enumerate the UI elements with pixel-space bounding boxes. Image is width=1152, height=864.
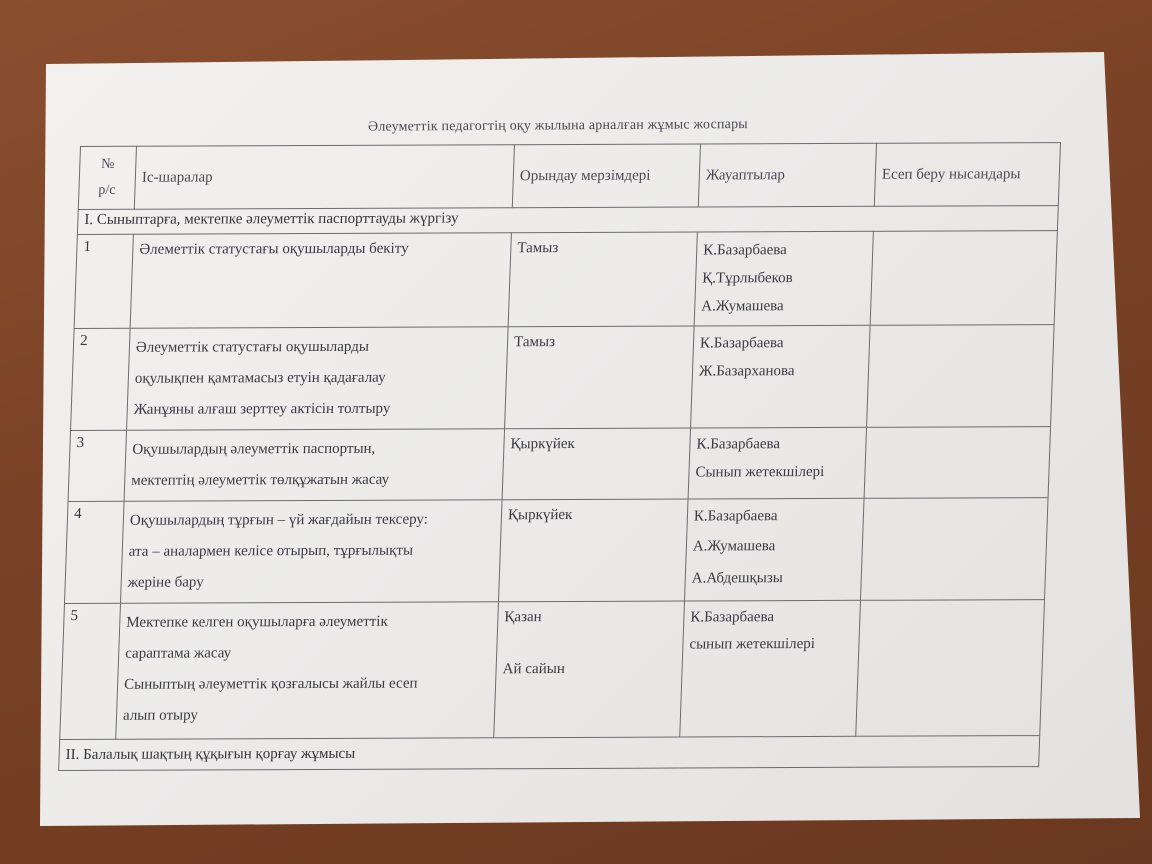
- deadline-line: Қыркүйек: [507, 506, 573, 524]
- activity-cell: [130, 233, 511, 329]
- responsible-cell: [694, 231, 873, 326]
- deadline-line: Тамыз: [513, 334, 556, 351]
- deadline-line: Қазан: [504, 609, 543, 626]
- deadline-cell: [508, 232, 697, 327]
- section-1-title: І. Сыныптарға, мектепке әлеуметтік паспорттауды жүргізу: [77, 206, 1058, 235]
- responsible-line: К.Базарбаева: [702, 242, 788, 259]
- header-number-symbol: №: [100, 156, 115, 172]
- row-number: 5: [60, 603, 121, 739]
- report-cell: [864, 427, 1050, 499]
- header-report: Есеп беру нысандары: [874, 143, 1060, 207]
- deadline-cell: [498, 499, 688, 602]
- section-row-1: [77, 206, 1058, 235]
- table-row: [64, 498, 1048, 604]
- activity-line: Жанұяны алғаш зерттеу актісін толтыру: [133, 400, 391, 418]
- plan-table: [58, 142, 1061, 771]
- header-responsible: Жауаптылар: [698, 143, 876, 207]
- activity-cell: [127, 327, 509, 431]
- responsible-line: К.Базарбаева: [699, 335, 784, 352]
- table-row: [60, 600, 1045, 740]
- responsible-cell: [691, 325, 871, 428]
- header-deadline: Орындау мерзімдері: [512, 144, 700, 208]
- deadline-line: Қыркүйек: [510, 435, 576, 453]
- deadline-cell: [502, 428, 690, 500]
- responsible-cell: [684, 498, 864, 601]
- row-number: 1: [74, 234, 133, 328]
- responsible-line: К.Базарбаева: [693, 508, 778, 525]
- responsible-line: Қ.Тұрлыбеков: [701, 270, 794, 287]
- activity-line: алып отыру: [122, 707, 199, 724]
- activity-line: мектептің әлеуметтік төлқұжатын жасау: [130, 471, 390, 489]
- table-row: [71, 325, 1055, 431]
- section-row-2: [59, 736, 1040, 771]
- row-number: 4: [64, 501, 124, 603]
- header-row: [78, 143, 1060, 210]
- activity-line: ата – аналармен келісе отырып, тұрғылықты: [128, 542, 414, 560]
- table-row: [68, 427, 1050, 502]
- document-title: Әлеуметтік педагогтің оқу жылына арналған жұмыс жоспары: [367, 117, 748, 135]
- activity-line: Оқушылардың тұрғын – үй жағдайын тексеру:: [129, 511, 429, 529]
- responsible-line: А.Жумашева: [692, 538, 776, 555]
- report-cell: [860, 498, 1048, 601]
- activity-line: сараптама жасау: [124, 645, 232, 662]
- activity-line: Әлеметтік статустағы оқушыларды бекіту: [139, 240, 409, 258]
- responsible-cell: [680, 600, 861, 737]
- responsible-line: сынып жетекшілері: [689, 635, 816, 653]
- activity-cell: [120, 500, 502, 604]
- responsible-line: Сынып жетекшілері: [695, 463, 825, 481]
- activity-line: Оқушылардың әлеуметтік паспортын,: [132, 440, 376, 458]
- activity-cell: [116, 602, 499, 740]
- responsible-line: Ж.Базарханова: [698, 363, 795, 380]
- report-cell: [870, 231, 1057, 326]
- header-number: [78, 146, 136, 209]
- report-cell: [867, 325, 1055, 428]
- responsible-line: К.Базарбаева: [690, 609, 775, 626]
- activity-line: жеріне бару: [127, 574, 205, 591]
- responsible-line: А.Жумашева: [701, 298, 784, 315]
- responsible-cell: [688, 427, 866, 499]
- responsible-line: А.Абдешқызы: [691, 570, 784, 587]
- row-number: 2: [71, 328, 131, 430]
- deadline-line: Ай сайын: [502, 660, 566, 678]
- spacer: [503, 628, 677, 659]
- report-cell: [856, 600, 1045, 737]
- activity-line: Сыныптың әлеуметтік қозғалысы жайлы есеп: [123, 675, 418, 693]
- deadline-line: Тамыз: [517, 240, 559, 257]
- deadline-cell: [494, 601, 685, 738]
- deadline-cell: [505, 326, 695, 429]
- activity-line: оқулықпен қамтамасыз етуін қадағалау: [134, 369, 386, 387]
- table-row: [74, 231, 1057, 329]
- header-number-abbr: р/с: [98, 182, 116, 198]
- activity-line: Әлеуметтік статустағы оқушыларды: [135, 338, 370, 356]
- row-number: 3: [68, 430, 126, 501]
- activity-cell: [124, 429, 504, 502]
- responsible-line: К.Базарбаева: [696, 436, 781, 453]
- activity-line: Мектепке келген оқушыларға әлеуметтік: [126, 613, 389, 631]
- section-2-title: ІІ. Балалық шақтың құқығын қорғау жұмысы: [59, 736, 1040, 771]
- header-activities: Іс-шаралар: [134, 145, 514, 210]
